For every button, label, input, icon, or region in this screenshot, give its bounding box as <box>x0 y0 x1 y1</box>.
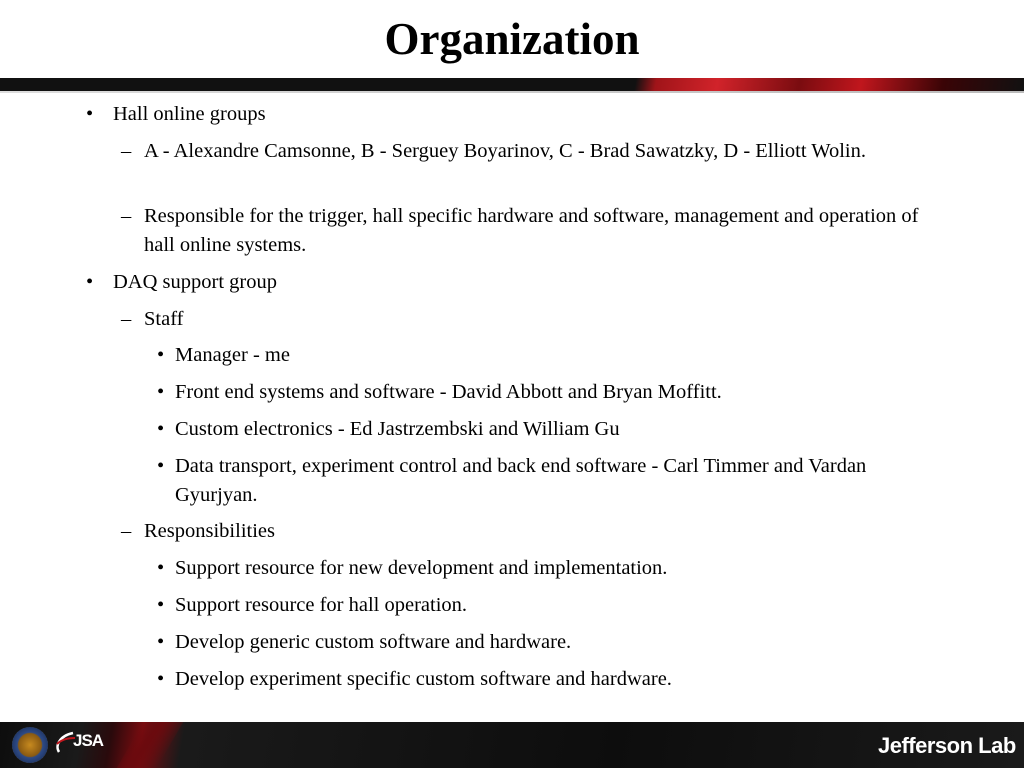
sub-bullet-text: A - Alexandre Camsonne, B - Serguey Boyarinov, C - Brad Sawatzky, D - Elliott Wolin. <box>144 140 867 162</box>
bullet-marker: • <box>157 557 165 579</box>
bullet-marker: • <box>157 344 165 366</box>
bullet-marker: • <box>86 103 94 125</box>
bullet-marker: • <box>157 418 165 440</box>
header-divider <box>0 91 1024 93</box>
title-area <box>0 0 1024 78</box>
sub-sub-bullet-text: Front end systems and software - David Abbott and Bryan Moffitt. <box>175 381 722 403</box>
footer-stripe <box>117 722 184 768</box>
bullet-marker: • <box>157 594 165 616</box>
sub-sub-bullet-text: Support resource for hall operation. <box>175 594 468 616</box>
dash-marker: – <box>121 205 132 227</box>
sub-sub-bullet-text: Support resource for new development and implementation. <box>175 557 668 579</box>
sub-bullet-text: Staff <box>144 308 184 330</box>
dash-marker: – <box>121 308 132 330</box>
doe-seal-icon <box>12 727 48 763</box>
sub-bullet-text: Responsible for the trigger, hall specific hardware and software, management and operation of hall online systems. <box>144 205 919 256</box>
bullet-marker: • <box>157 668 165 690</box>
dash-marker: – <box>121 140 132 162</box>
slide-title: Organization <box>384 14 640 64</box>
bullet-text: DAQ support group <box>113 271 277 293</box>
sub-sub-bullet-text: Develop generic custom software and hardware. <box>175 631 572 653</box>
sub-sub-bullet-text: Manager - me <box>175 344 290 366</box>
sub-bullet-text: Responsibilities <box>144 520 275 542</box>
sub-sub-bullet-text: Develop experiment specific custom software and hardware. <box>175 668 672 690</box>
jsa-logo-text: JSA <box>73 731 104 750</box>
bullet-marker: • <box>86 271 94 293</box>
bullet-marker: • <box>157 631 165 653</box>
bullet-marker: • <box>157 381 165 403</box>
sub-sub-bullet-text: Data transport, experiment control and back end software - Carl Timmer and Vardan Gyurjyan. <box>175 455 867 506</box>
bullet-marker: • <box>157 455 165 477</box>
dash-marker: – <box>121 520 132 542</box>
jefferson-lab-logo: Jefferson Lab <box>878 733 1016 758</box>
bullet-text: Hall online groups <box>113 103 266 125</box>
jsa-logo <box>55 728 105 758</box>
sub-sub-bullet-text: Custom electronics - Ed Jastrzembski and William Gu <box>175 418 620 440</box>
header-stripe <box>0 78 1024 91</box>
footer-bar <box>0 722 1024 768</box>
